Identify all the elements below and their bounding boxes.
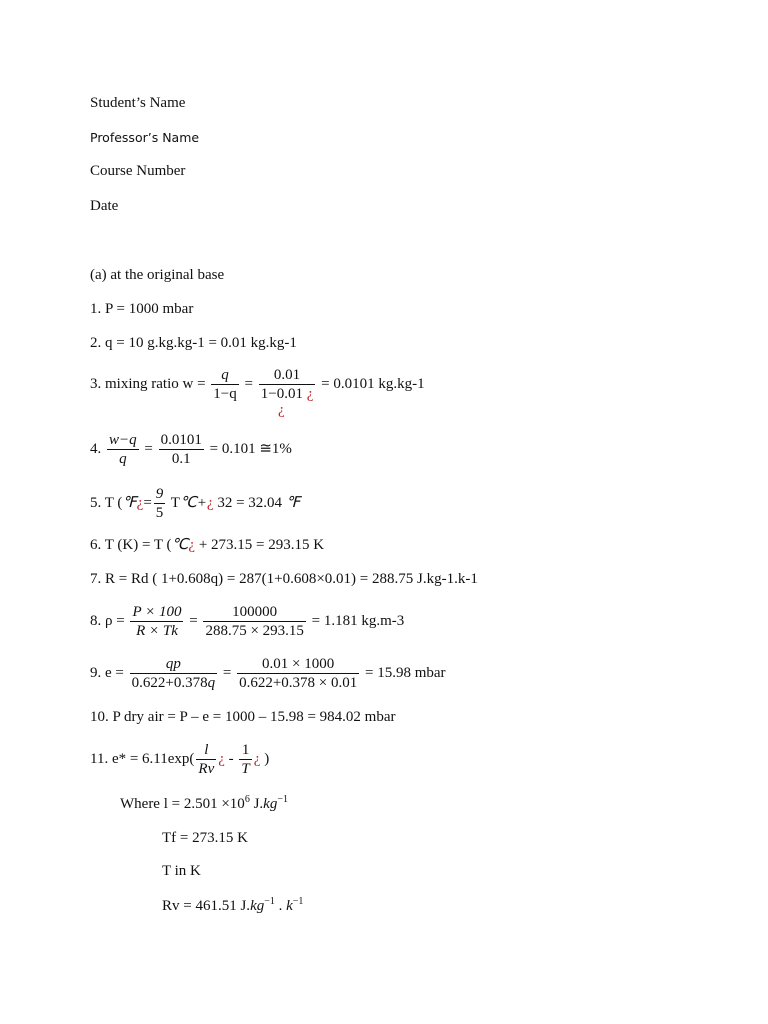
step-5-f-num: 9 [155, 486, 164, 502]
step-3-prefix: 3. mixing ratio w = [90, 375, 210, 392]
step-5-mark-1: ¿ [136, 494, 144, 511]
step-11-f1-num: l [196, 741, 216, 760]
step-5-fraction [154, 485, 166, 522]
step-11-postfix: ) [260, 750, 270, 767]
step-7: 7. R = Rd ( 1+0.608q) = 287(1+0.608×0.01) = 288.75 J.kg-1.k-1 [90, 571, 478, 587]
date: Date [90, 198, 119, 214]
step-3-f1-den: 1−q [213, 386, 237, 402]
where-exponent: 6 [244, 794, 250, 805]
step-4-f2-den: 0.1 [171, 451, 191, 467]
rv-k-exponent: −1 [292, 896, 304, 907]
step-11-mark-2: ¿ [253, 750, 261, 767]
step-5-mark-2: ¿ [206, 494, 214, 511]
section-title: (a) at the original base [90, 267, 225, 283]
step-1: 1. P = 1000 mbar [90, 301, 194, 317]
step-6 [90, 536, 324, 554]
step-3-mark-2: ¿ [278, 402, 285, 418]
step-6-celsius: ℃ [171, 537, 189, 553]
step-8-f1-num: P × 100 [132, 604, 182, 620]
rv-kg: kg [250, 898, 265, 914]
step-8-postfix: = 1.181 kg.m-3 [307, 612, 405, 629]
step-5-f-den: 5 [155, 505, 164, 521]
rv-prefix: Rv = 461.51 J. [162, 898, 251, 914]
step-4-f1-den: q [119, 451, 127, 467]
step-9-postfix: = 15.98 mbar [361, 664, 446, 681]
step-8-f1-den: R × Tk [136, 623, 178, 639]
step-6-mark: ¿ [188, 537, 196, 553]
step-4-prefix: 4. [90, 440, 105, 457]
step-6-prefix: 6. T (K) = T ( [90, 537, 172, 553]
step-4-postfix: = 0.101 ≅1% [205, 440, 292, 457]
where-prefix: Where l = 2.501 ×10 [120, 796, 245, 812]
step-3-f2-num: 0.01 [259, 366, 316, 385]
step-3-f2-den-text: 1−0.01 [260, 386, 303, 402]
step-9-fraction-2 [237, 655, 359, 692]
step-8-f2-num: 100000 [203, 603, 305, 622]
step-3-f2-den [259, 385, 316, 403]
step-11-minus: - [224, 750, 238, 767]
step-5 [90, 485, 300, 522]
step-11-fraction-2 [239, 741, 251, 778]
step-5-prefix: 5. T ( [90, 494, 123, 511]
step-9-f1-num: qp [130, 655, 217, 674]
step-9-fraction-1 [130, 655, 217, 692]
rv-kg-exponent: −1 [264, 896, 275, 907]
step-9-f1-den-a: 0.622+0.378 [131, 675, 208, 691]
step-5-mid: T [167, 494, 180, 511]
where-kg: kg [263, 796, 278, 812]
step-11-mark-1: ¿ [218, 750, 225, 767]
step-11-f1-den: Rv [198, 761, 215, 777]
step-11-fraction-1 [196, 741, 216, 778]
step-3-mark-1: ¿ [306, 386, 314, 402]
step-4-f1-num: w−q [109, 432, 137, 448]
step-10: 10. P dry air = P – e = 1000 – 15.98 = 984.02 mbar [90, 709, 396, 725]
step-3-fraction-1 [211, 366, 238, 403]
step-4 [90, 431, 292, 468]
course-number: Course Number [90, 163, 186, 179]
step-3-f1-num: q [211, 366, 238, 385]
step-6-postfix: + 273.15 = 293.15 K [195, 537, 325, 553]
fahrenheit-symbol-2: ℉ [285, 494, 301, 511]
celsius-symbol: ℃+ [179, 494, 207, 511]
tf-value: Tf = 273.15 K [162, 830, 248, 846]
step-8-fraction-2 [203, 603, 305, 640]
step-8-f2-den: 288.75 × 293.15 [205, 623, 304, 639]
student-name: Student’s Name [90, 95, 186, 111]
step-11-prefix: 11. e* = 6.11exp( [90, 750, 195, 767]
step-11-f2-den: T [241, 761, 250, 777]
step-2: 2. q = 10 g.kg.kg-1 = 0.01 kg.kg-1 [90, 335, 297, 351]
rv-dot: . [274, 898, 287, 914]
step-4-equals: = [140, 440, 157, 457]
step-8 [90, 603, 404, 640]
rv-value [162, 897, 303, 915]
step-9-prefix: 9. e = [90, 664, 128, 681]
step-9 [90, 655, 446, 692]
step-8-fraction-1 [130, 603, 183, 640]
fahrenheit-symbol-1: ℉ [122, 494, 137, 511]
step-5-postfix: 32 = 32.04 [213, 494, 286, 511]
step-3-postfix: = 0.0101 kg.kg-1 [317, 375, 425, 392]
where-l [120, 795, 288, 813]
step-3-equals: = [240, 375, 257, 392]
step-5-equals: = [143, 494, 152, 511]
step-9-f2-num: 0.01 × 1000 [237, 655, 359, 674]
step-4-fraction-2 [159, 431, 204, 468]
where-mid: J. [249, 796, 264, 812]
step-9-f2-den: 0.622+0.378 × 0.01 [239, 675, 358, 691]
step-9-equals: = [219, 664, 236, 681]
step-11 [90, 741, 269, 778]
step-8-prefix: 8. ρ = [90, 612, 129, 629]
step-4-fraction-1 [107, 431, 139, 468]
step-8-equals: = [185, 612, 202, 629]
step-3 [90, 366, 425, 403]
step-9-f1-den [130, 674, 217, 692]
step-11-f2-num: 1 [239, 741, 251, 760]
step-9-f1-den-b: q [207, 675, 216, 691]
t-in-k: T in K [162, 863, 201, 879]
where-kg-exponent: −1 [277, 794, 288, 805]
professor-name: Professor’s Name [90, 130, 200, 145]
step-3-fraction-2 [259, 366, 316, 403]
rv-k: k [286, 898, 293, 914]
step-4-f2-num: 0.0101 [160, 432, 202, 448]
